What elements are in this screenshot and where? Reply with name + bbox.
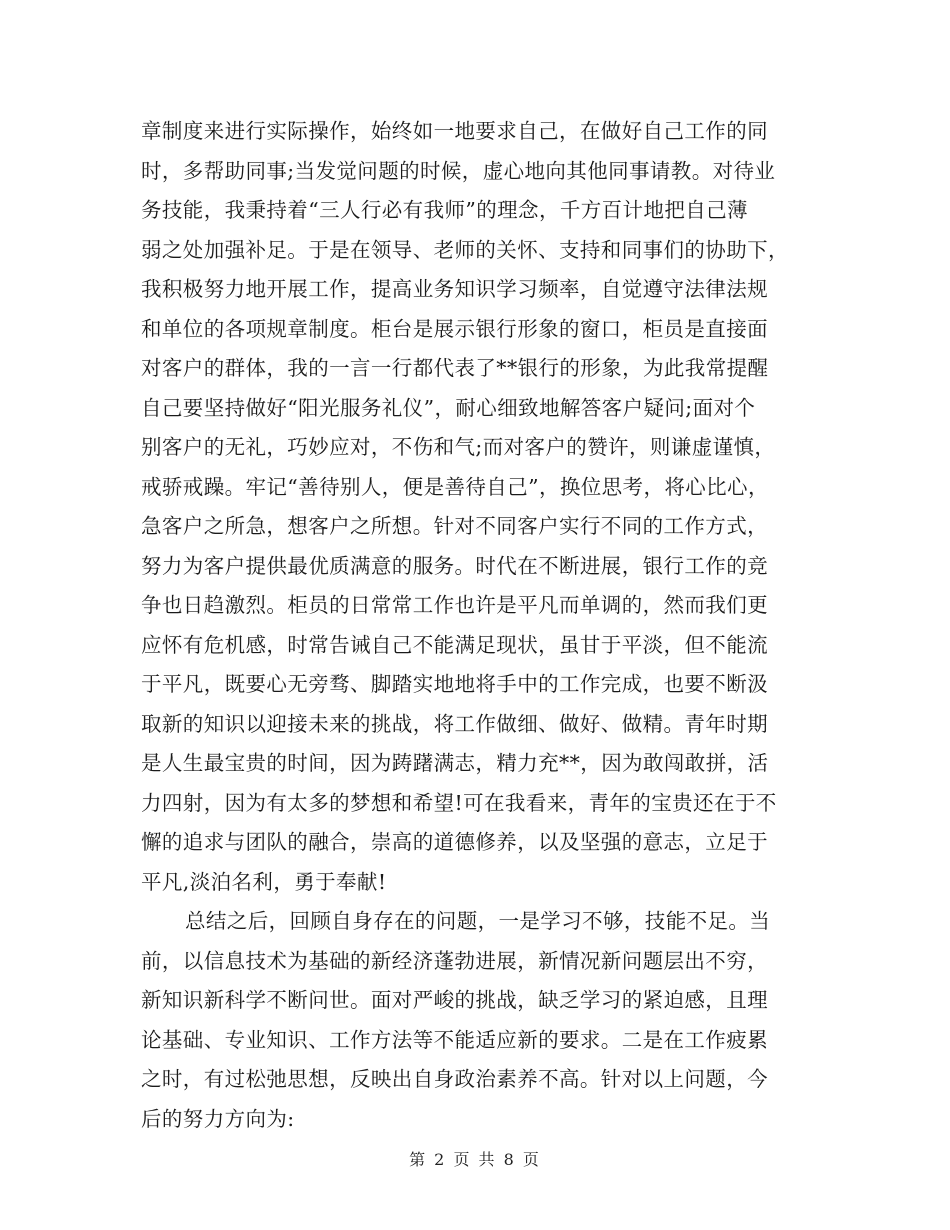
text-line: 新知识新科学不断问世。面对严峻的挑战，缺乏学习的紧迫感，且理	[141, 988, 768, 1012]
text-line: 是人生最宝贵的时间，因为踌躇满志，精力充**，因为敢闯敢拼，活	[141, 751, 769, 775]
text-line: 平凡,淡泊名利，勇于奉献!	[141, 869, 387, 894]
text-line: 别客户的无礼，巧妙应对，不伤和气;而对客户的赞许，则谦虚谨慎，	[141, 435, 776, 459]
text-line: 之时，有过松弛思想，反映出自身政治素养不高。针对以上问题，今	[141, 1067, 768, 1091]
text-line: 努力为客户提供最优质满意的服务。时代在不断进展，银行工作的竞	[141, 553, 768, 578]
text-line: 时，多帮助同事;当发觉问题的时候，虚心地向其他同事请教。对待业	[141, 158, 776, 183]
text-line: 戒骄戒躁。牢记“善待别人，便是善待自己”，换位思考，将心比心，	[141, 474, 769, 499]
text-line: 务技能，我秉持着“三人行必有我师”的理念，千方百计地把自己薄	[141, 198, 748, 222]
text-line: 对客户的群体，我的一言一行都代表了**银行的形象，为此我常提醒	[141, 356, 769, 380]
text-line: 后的努力方向为:	[141, 1106, 295, 1131]
text-line: 取新的知识以迎接未来的挑战，将工作做细、做好、做精。青年时期	[141, 711, 768, 736]
text-line: 和单位的各项规章制度。柜台是展示银行形象的窗口，柜员是直接面	[141, 316, 768, 341]
text-line: 应怀有危机感，时常告诫自己不能满足现状，虽甘于平淡，但不能流	[141, 632, 768, 657]
paragraph-start-line: 总结之后，回顾自身存在的问题，一是学习不够，技能不足。当	[185, 909, 771, 933]
text-line: 我积极努力地开展工作，提高业务知识学习频率，自觉遵守法律法规	[141, 277, 768, 301]
page-number-footer: 第 2 页 共 8 页	[409, 1150, 541, 1169]
text-line: 自己要坚持做好“阳光服务礼仪”，耐心细致地解答客户疑问;面对个	[141, 395, 756, 420]
text-line: 论基础、专业知识、工作方法等不能适应新的要求。二是在工作疲累	[141, 1027, 768, 1052]
text-line: 于平凡，既要心无旁骛、脚踏实地地将手中的工作完成，也要不断汲	[141, 672, 768, 696]
body-text	[141, 112, 821, 1139]
text-line: 章制度来进行实际操作，始终如一地要求自己，在做好自己工作的同	[141, 119, 768, 143]
text-line: 力四射，因为有太多的梦想和希望!可在我看来，青年的宝贵还在于不	[141, 790, 777, 815]
text-line: 争也日趋激烈。柜员的日常常工作也许是平凡而单调的，然而我们更	[141, 593, 768, 617]
text-line: 懈的追求与团队的融合，崇高的道德修养，以及坚强的意志，立足于	[141, 830, 768, 854]
text-line: 急客户之所急，想客户之所想。针对不同客户实行不同的工作方式，	[141, 514, 768, 538]
text-line: 前，以信息技术为基础的新经济蓬勃进展，新情况新问题层出不穷，	[141, 948, 768, 973]
text-line: 弱之处加强补足。于是在领导、老师的关怀、支持和同事们的协助下，	[141, 237, 789, 262]
